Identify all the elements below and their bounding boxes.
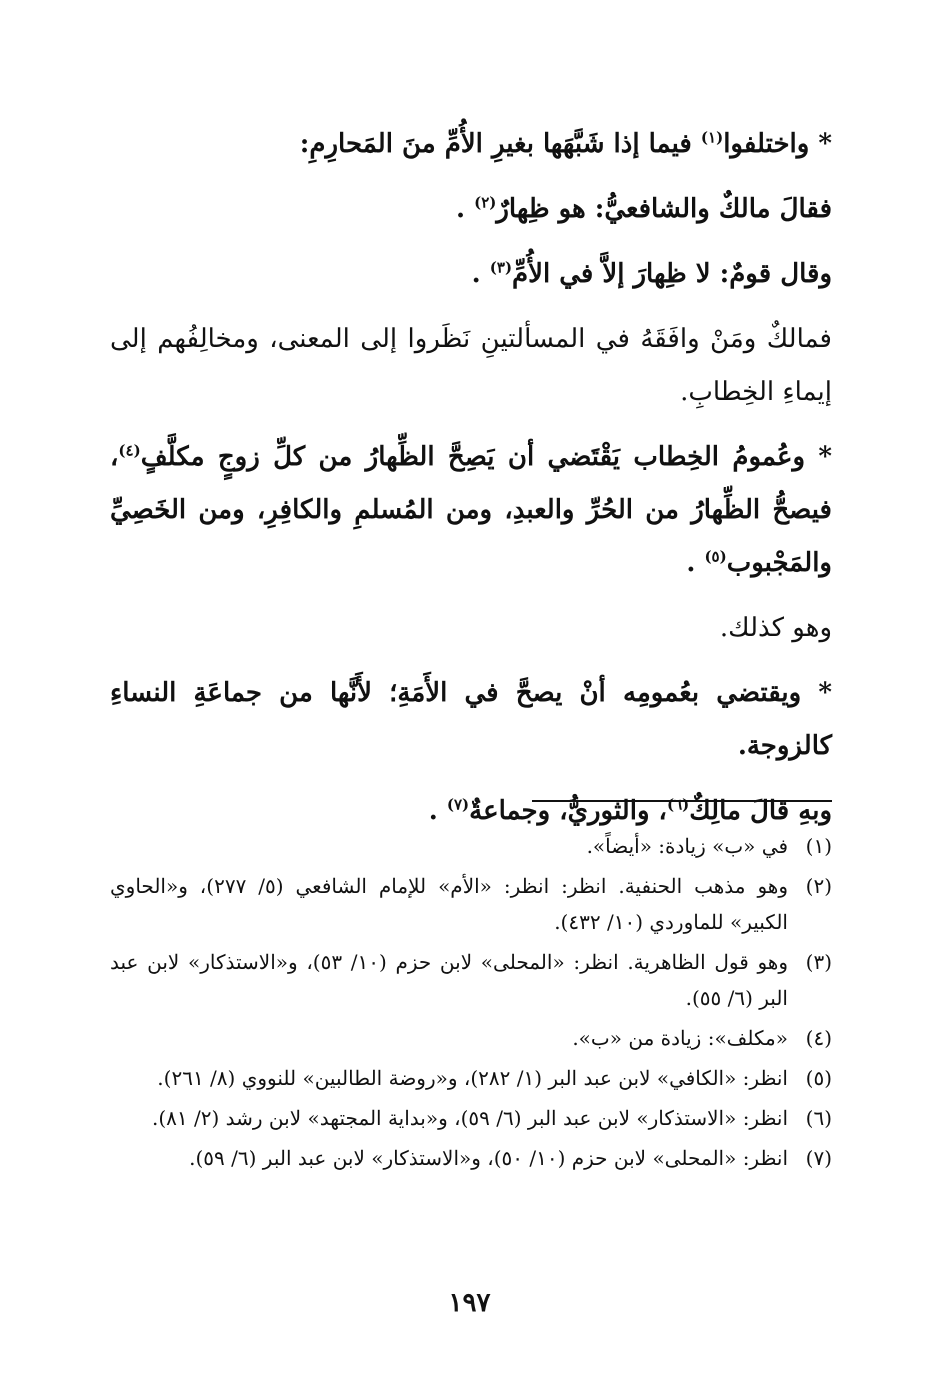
footnote-number: (٥): [805, 1066, 832, 1090]
paragraph-text: فمالكٌ ومَنْ وافَقَهُ في المسألتينِ نَظَروا إلى المعنى، ومخالِفُهم إلى إيماءِ الخِطابِ.: [110, 324, 832, 407]
footnotes: [110, 828, 832, 1180]
bullet-star: *: [818, 129, 832, 159]
footnote-ref[interactable]: (٤): [118, 441, 141, 460]
page-number: ١٩٧: [448, 1288, 491, 1318]
bullet-star: *: [818, 678, 833, 708]
paragraph-text: .: [428, 796, 438, 826]
footnote-number: (٣): [805, 950, 832, 974]
footnote-ref[interactable]: (٦): [666, 795, 690, 814]
footnote-item: [110, 1100, 832, 1136]
footnote-item: [110, 944, 832, 1016]
footnote-number: (٧): [805, 1146, 832, 1170]
footnote-number: (٢): [805, 874, 832, 898]
paragraph-text: ، فيصحُّ الظِّهارُ من الحُرِّ والعبدِ، ومن المُسلمِ والكافِرِ، ومن الخَصِيِّ والمَجْبوب: [110, 442, 832, 578]
footnote-text: «مكلف»: زيادة من «ب».: [572, 1026, 788, 1050]
footnote-item: [110, 868, 832, 940]
footnote-text: وهو مذهب الحنفية. انظر: انظر: «الأم» للإمام الشافعي (٥/ ٢٧٧)، و«الحاوي الكبير» للماوردي (١٠/ ٤٣٢).: [110, 874, 788, 934]
paragraph-text: .: [471, 259, 481, 289]
footnote-text: وهو قول الظاهرية. انظر: «المحلى» لابن حزم (١٠/ ٥٣)، و«الاستذكار» لابن عبد البر (٦/ ٥٥).: [110, 950, 789, 1010]
paragraph-text: فيما إذا شَبَّهَها بغيرِ الأُمِّ منَ المَحارِمِ:: [299, 129, 692, 159]
paragraph-text: واختلفوا: [723, 129, 810, 159]
footnote-ref[interactable]: (١): [700, 128, 724, 147]
footnote-text: انظر: «الكافي» لابن عبد البر (١/ ٢٨٢)، و«روضة الطالبين» للنووي (٨/ ٢٦١).: [157, 1066, 788, 1090]
footnote-number: (٦): [805, 1106, 832, 1130]
footnote-ref[interactable]: (٧): [446, 795, 470, 814]
footnote-text: انظر: «الاستذكار» لابن عبد البر (٦/ ٥٩)، و«بداية المجتهد» لابن رشد (٢/ ٨١).: [151, 1106, 788, 1130]
footnote-item: [110, 1020, 832, 1056]
paragraph-text: ويقتضي بعُمومِه أنْ يصحَّ في الأَمَةِ؛ لأَنَّها من جماعَةِ النساءِ كالزوجة.: [110, 678, 832, 761]
footnote-divider: [532, 800, 832, 802]
paragraph-text: .: [686, 548, 696, 578]
paragraph-1: [110, 118, 832, 171]
footnote-item: [110, 1140, 832, 1176]
paragraph-text: وهو كذلك.: [719, 613, 832, 643]
paragraph-text: فقالَ مالكٌ والشافعيُّ: هو ظِهارٌ: [496, 194, 832, 224]
paragraph-text: وعُمومُ الخِطاب يَقْتَضي أن يَصِحَّ الظِّهارُ من كلِّ زوجٍ مكلَّفٍ: [140, 442, 806, 472]
main-text: [110, 118, 832, 850]
paragraph-text: وبهِ قالَ مالِكٌ: [689, 796, 832, 826]
paragraph-2: [110, 183, 832, 236]
footnote-text: انظر: «المحلى» لابن حزم (١٠/ ٥٠)، و«الاستذكار» لابن عبد البر (٦/ ٥٩).: [189, 1146, 788, 1170]
footnote-item: [110, 828, 832, 864]
paragraph-7: [110, 667, 832, 773]
paragraph-text: وقال قومٌ: لا ظِهارَ إلاَّ في الأُمِّ: [512, 259, 832, 289]
footnote-text: في «ب» زيادة: «أيضاً».: [586, 834, 788, 858]
footnote-ref[interactable]: (٢): [474, 193, 497, 212]
footnote-ref[interactable]: (٣): [489, 258, 513, 277]
paragraph-3: [110, 248, 832, 301]
paragraph-6: [110, 602, 832, 655]
paragraph-5: [110, 431, 832, 590]
footnote-number: (١): [805, 834, 832, 858]
footnote-number: (٤): [805, 1026, 832, 1050]
paragraph-4: [110, 313, 832, 419]
footnote-ref[interactable]: (٥): [704, 547, 727, 566]
paragraph-text: ، والثوريُّ، وجماعةٌ: [469, 796, 667, 826]
footnote-item: [110, 1060, 832, 1096]
bullet-star: *: [818, 442, 832, 472]
paragraph-text: .: [455, 194, 466, 224]
